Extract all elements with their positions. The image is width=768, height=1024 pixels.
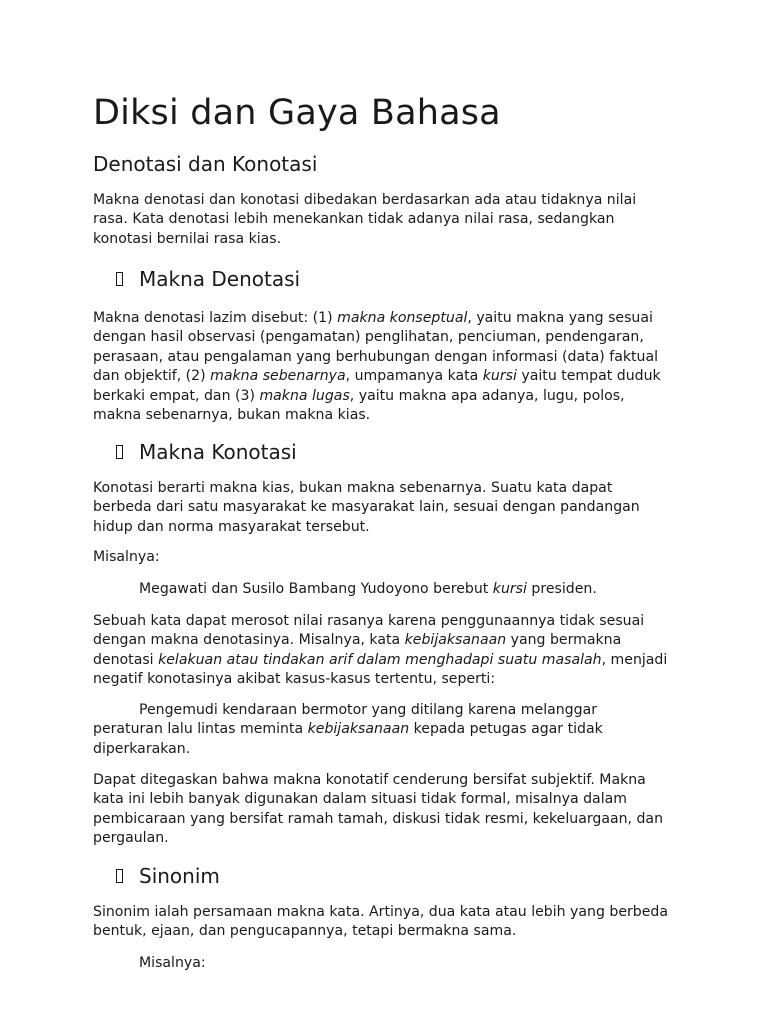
text-line: perasaan, atau pengalaman yang berhubungan dengan informasi (data) faktual (93, 348, 659, 365)
page-title: Diksi dan Gaya Bahasa (93, 93, 501, 133)
intro-paragraph (93, 191, 683, 249)
heading-makna-konotasi (116, 440, 297, 464)
heading-label: Sinonim (139, 864, 220, 888)
misalnya-label: Misalnya: (139, 955, 206, 971)
text-line: Pengemudi kendaraan bermotor yang ditilang karena melanggar (139, 702, 597, 718)
bullet-box-icon (116, 272, 123, 286)
merosot-paragraph (93, 612, 683, 690)
text-line: denotasi kelakuan atau tindakan arif dalam menghadapi suatu masalah, menjadi (93, 651, 668, 668)
text-line: Dapat ditegaskan bahwa makna konotatif cenderung bersifat subjektif. Makna (93, 772, 646, 788)
text-line: dengan makna denotasinya. Misalnya, kata kebijaksanaan yang bermakna (93, 632, 622, 649)
text-line: dan objektif, (2) makna sebenarnya, umpamanya kata kursi yaitu tempat duduk (93, 368, 661, 385)
text-line: Makna denotasi dan konotasi dibedakan berdasarkan ada atau tidaknya nilai (93, 192, 637, 208)
text-line: berkaki empat, dan (3) makna lugas, yaitu makna apa adanya, lugu, polos, (93, 387, 625, 404)
heading-label: Makna Denotasi (139, 267, 301, 291)
konotasi-paragraph (93, 479, 683, 537)
text-line: rasa. Kata denotasi lebih menekankan tidak adanya nilai rasa, sedangkan (93, 211, 615, 228)
text-line: negatif konotasinya akibat kasus-kasus tertentu, seperti: (93, 671, 496, 688)
heading-sinonim (116, 864, 220, 888)
example-paragraph (93, 701, 683, 759)
heading-label: Makna Konotasi (139, 440, 297, 464)
heading-makna-denotasi (116, 267, 300, 291)
text-line: dengan hasil observasi (pengamatan) penglihatan, penciuman, pendengaran, (93, 329, 644, 346)
text-line: pembicaraan yang bersifat ramah tamah, diskusi tidak resmi, kekeluargaan, dan (93, 810, 664, 827)
text-line: Makna denotasi lazim disebut: (1) makna konseptual, yaitu makna yang sesuai (93, 310, 653, 326)
sinonim-paragraph (93, 903, 683, 942)
text-line: kata ini lebih banyak digunakan dalam situasi tidak formal, misalnya dalam (93, 791, 627, 808)
text-line: konotasi bernilai rasa kias. (93, 230, 282, 247)
misalnya-label: Misalnya: (93, 549, 160, 565)
subjektif-paragraph (93, 771, 683, 849)
text-line: berbeda dari satu masyarakat ke masyarakat lain, sesuai dengan pandangan (93, 499, 640, 516)
text-line: Sebuah kata dapat merosot nilai rasanya karena penggunaannya tidak sesuai (93, 613, 645, 629)
denotasi-paragraph (93, 309, 683, 425)
bullet-box-icon (116, 869, 123, 883)
text-line: Konotasi berarti makna kias, bukan makna sebenarnya. Suatu kata dapat (93, 480, 613, 496)
text-line: hidup dan norma masyarakat tersebut. (93, 518, 370, 535)
text-line: peraturan lalu lintas meminta kebijaksanaan kepada petugas agar tidak (93, 721, 603, 738)
example-sentence: Megawati dan Susilo Bambang Yudoyono berebut kursi presiden. (139, 581, 597, 597)
text-line: makna sebenarnya, bukan makna kias. (93, 407, 371, 424)
text-line: pergaulan. (93, 830, 169, 847)
section-subtitle: Denotasi dan Konotasi (93, 152, 318, 176)
text-line: bentuk, ejaan, dan pengucapannya, tetapi bermakna sama. (93, 923, 517, 940)
text-line: Sinonim ialah persamaan makna kata. Artinya, dua kata atau lebih yang berbeda (93, 904, 669, 920)
bullet-box-icon (116, 445, 123, 459)
text-line: diperkarakan. (93, 740, 191, 757)
